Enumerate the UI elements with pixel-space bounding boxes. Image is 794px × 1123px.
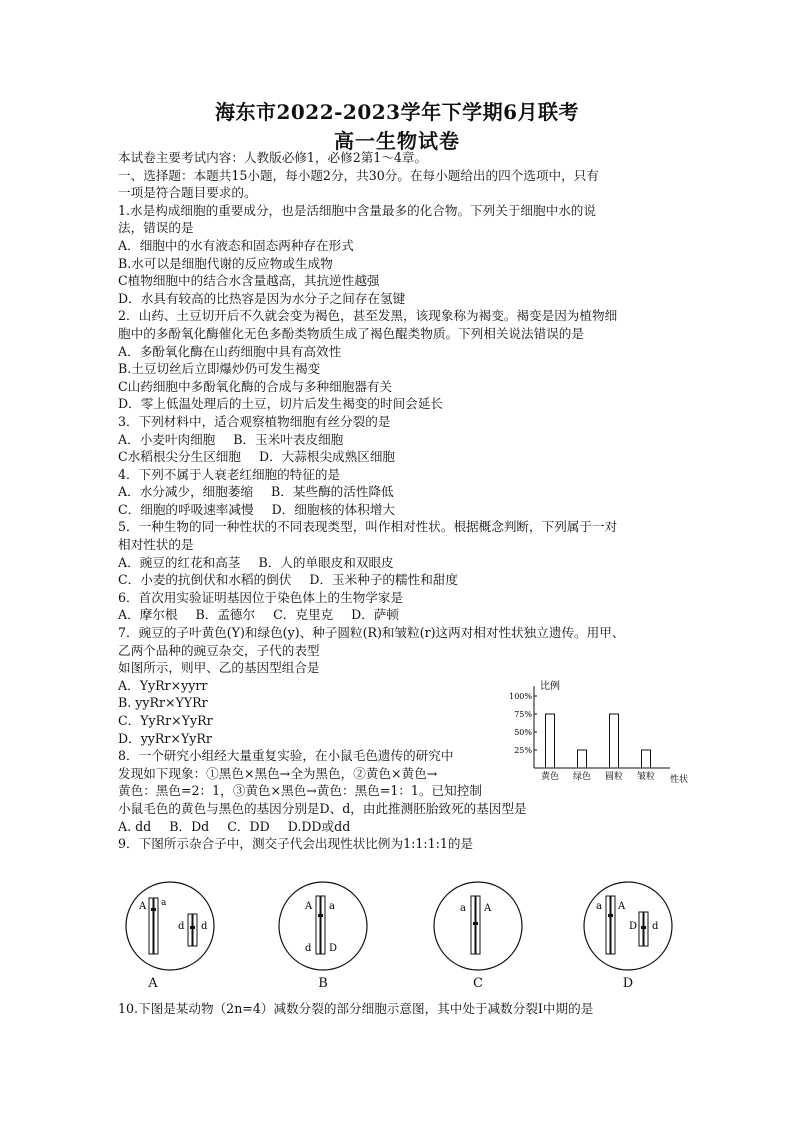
cell-b-gene: a xyxy=(329,901,335,912)
q4-options-row1 xyxy=(118,483,678,501)
section-heading-line2: 一项是符合题目要求的。 xyxy=(118,185,257,201)
q6-options-row xyxy=(118,606,678,624)
q6-option-c: C．克里克 xyxy=(273,607,334,623)
q7-stem-2: 乙两个品种的豌豆杂交，子代的表型 xyxy=(118,642,320,658)
chart-xtick-label: 皱粒 xyxy=(636,772,656,782)
cell-a-centromere xyxy=(151,908,156,911)
q4-option-c: C．细胞的呼吸速率减慢 xyxy=(118,501,254,517)
q3-option-b: B．玉米叶表皮细胞 xyxy=(233,431,344,447)
cell-b-gene: d xyxy=(305,943,312,954)
q8-options-row xyxy=(118,818,678,836)
cell-a-drawing xyxy=(118,878,228,974)
cell-label-c: C xyxy=(473,976,483,991)
q10-stem: 10.下图是某动物（2n=4）减数分裂的部分细胞示意图，其中处于减数分裂Ⅰ中期的是 xyxy=(118,1001,594,1016)
q2-option-d: D．零上低温处理后的土豆，切片后发生褐变的时间会延长 xyxy=(118,396,443,412)
cell-d-chromatid xyxy=(611,896,615,954)
chart-y-ticks xyxy=(509,692,537,755)
cell-d-drawing xyxy=(573,878,683,974)
cell-a-gene: d xyxy=(178,921,185,932)
cell-d-gene: a xyxy=(596,901,602,912)
cell-label-d: D xyxy=(622,976,634,991)
q3-option-c: C水稻根尖分生区细胞 xyxy=(118,449,241,465)
cell-a-chromatid xyxy=(154,898,158,954)
cell-d-gene: D xyxy=(629,921,638,932)
q2-stem-1: 2．山药、土豆切开后不久就会变为褐色，甚至发黑，该现象称为褐变。褐变是因为植物细 xyxy=(118,308,618,324)
chart-ylabel: 比例 xyxy=(540,681,560,692)
q6-option-b: B．孟德尔 xyxy=(195,607,256,623)
cell-a-gene: d xyxy=(201,921,208,932)
q7-chart-svg xyxy=(498,676,688,786)
q7-stem-3: 如图所示，则甲、乙的基因型组合是 xyxy=(118,660,320,676)
q4-option-b: B．某些酶的活性降低 xyxy=(271,484,394,500)
q5-option-a: A．豌豆的红花和高茎 xyxy=(118,554,241,570)
cell-d-gene: A xyxy=(618,901,626,912)
chart-bar xyxy=(578,750,587,768)
q4-option-d: D．细胞核的体积增大 xyxy=(271,501,396,517)
cell-d-centromere xyxy=(641,926,646,929)
cell-label-a: A xyxy=(148,976,158,991)
chart-bars xyxy=(546,714,651,768)
q6-option-a: A．摩尔根 xyxy=(118,607,178,623)
cell-b-gene: D xyxy=(329,943,338,954)
q3-options-row2 xyxy=(118,448,678,466)
q7-option-a: A．YyRr×yyrr xyxy=(118,677,208,693)
q8-stem-1: 8．一个研究小组经大量重复实验，在小鼠毛色遗传的研究中 xyxy=(118,748,454,764)
cell-panel-a xyxy=(118,878,228,998)
q5-stem-1: 5．一种生物的同一种性状的不同表现类型，叫作相对性状。根据概念判断，下列属于一对 xyxy=(118,519,618,535)
cell-panel-b xyxy=(268,878,378,998)
cell-c-centromere xyxy=(473,922,478,925)
q1-option-a: A．细胞中的水有液态和固态两种存在形式 xyxy=(118,237,354,253)
q7-option-b: B. yyRr×YYRr xyxy=(118,695,208,711)
chart-xtick-label: 圆粒 xyxy=(604,772,624,782)
q5-option-d: D．玉米种子的糯性和甜度 xyxy=(309,572,458,588)
chart-x-ticks xyxy=(541,770,655,782)
q8-stem-4: 小鼠毛色的黄色与黑色的基因分别是D、d，由此推测胚胎致死的基因型是 xyxy=(118,800,527,816)
q1-option-c: C植物细胞中的结合水含量越高，其抗逆性越强 xyxy=(118,273,380,289)
q5-option-b: B．人的单眼皮和双眼皮 xyxy=(258,554,394,570)
q5-option-c: C．小麦的抗倒伏和水稻的倒伏 xyxy=(118,572,292,588)
q3-options-row1 xyxy=(118,431,678,449)
cell-panel-d xyxy=(573,878,683,998)
q1-stem-2: 法，错误的是 xyxy=(118,220,194,236)
cell-a-chromatid xyxy=(188,914,192,946)
q2-option-a: A．多酚氧化酶在山药细胞中具有高效性 xyxy=(118,343,342,359)
cell-d-membrane xyxy=(584,882,672,970)
cell-a-gene: a xyxy=(161,898,167,908)
page-subtitle: 高一生物试卷 xyxy=(334,129,460,153)
q3-option-d: D．大蒜根尖成熟区细胞 xyxy=(258,449,396,465)
q7-stem-1: 7．豌豆的子叶黄色(Y)和绿色(y)、种子圆粒(R)和皱粒(r)这两对相对性状独立遗传。用甲、 xyxy=(118,625,625,641)
q8-option-b: B．Dd xyxy=(169,818,210,834)
q3-option-a: A．小麦叶肉细胞 xyxy=(118,431,216,447)
q6-option-d: D．萨顿 xyxy=(351,607,400,623)
q5-options-row1 xyxy=(118,554,678,572)
chart-ytick-label: 75% xyxy=(514,710,532,719)
q7-bar-chart xyxy=(498,676,688,786)
q9-stem: 9．下图所示杂合子中，测交子代会出现性状比例为1:1:1:1的是 xyxy=(118,836,474,852)
cell-a-gene: A xyxy=(139,901,147,912)
chart-xlabel: 性状 xyxy=(670,775,688,785)
cell-b-drawing xyxy=(268,878,378,974)
section-heading-line1: 一、选择题：本题共15小题，每小题2分，共30分。在每小题给出的四个选项中，只有 xyxy=(118,167,599,183)
q6-stem: 6．首次用实验证明基因位于染色体上的生物学家是 xyxy=(118,589,404,605)
cell-panel-c xyxy=(423,878,533,998)
chart-ytick-label: 100% xyxy=(509,692,532,701)
chart-ytick-label: 25% xyxy=(514,746,532,755)
cell-a-chromatid xyxy=(193,914,197,946)
q9-cell-diagrams xyxy=(118,878,678,998)
q1-option-d: D．水具有较高的比热容是因为水分子之间存在氢键 xyxy=(118,290,406,306)
cell-c-drawing xyxy=(423,878,533,974)
q7-option-c: C．YyRr×YyRr xyxy=(118,713,213,728)
q2-option-c: C山药细胞中多酚氧化酶的合成与多种细胞器有关 xyxy=(118,378,393,394)
q3-stem: 3．下列材料中，适合观察植物细胞有丝分裂的是 xyxy=(118,413,391,429)
q2-stem-2: 胞中的多酚氧化酶催化无色多酚类物质生成了褐色醌类物质。下列相关说法错误的是 xyxy=(118,325,584,341)
chart-xtick-label: 黄色 xyxy=(540,772,560,782)
cell-d-centromere xyxy=(608,914,613,917)
q4-option-a: A．水分减少，细胞萎缩 xyxy=(118,484,254,500)
q1-option-b: B.水可以是细胞代谢的反应物或生成物 xyxy=(118,255,333,271)
q5-stem-2: 相对性状的是 xyxy=(118,537,194,553)
cell-a-chromatid xyxy=(149,898,153,954)
chart-bar xyxy=(546,714,555,768)
q5-options-row2 xyxy=(118,571,678,589)
cell-d-gene: d xyxy=(652,921,659,932)
cell-b-chromatid xyxy=(321,896,325,954)
q8-option-a: A. dd xyxy=(118,818,152,834)
cell-b-membrane xyxy=(279,882,367,970)
cell-c-gene: a xyxy=(460,903,466,914)
cell-b-chromatid xyxy=(316,896,320,954)
q2-option-b: B.土豆切丝后立即爆炒仍可发生褐变 xyxy=(118,361,321,377)
cell-b-gene: A xyxy=(305,901,313,912)
cell-label-b: B xyxy=(318,976,328,991)
chart-ytick-label: 50% xyxy=(514,728,532,737)
cell-b-centromere xyxy=(318,914,323,917)
cell-a-centromere xyxy=(190,926,195,929)
cell-d-chromatid xyxy=(606,896,610,954)
q7-option-d: D．yyRr×YyRr xyxy=(118,730,212,746)
cell-c-gene: A xyxy=(484,903,492,914)
q1-stem-1: 1.水是构成细胞的重要成分，也是活细胞中含量最多的化合物。下列关于细胞中水的说 xyxy=(118,202,596,218)
chart-bar xyxy=(642,750,651,768)
chart-bar xyxy=(610,714,619,768)
chart-xtick-label: 绿色 xyxy=(572,772,592,782)
page-title: 海东市2022-2023学年下学期6月联考 xyxy=(214,100,580,124)
q8-option-c: C．DD xyxy=(227,818,270,834)
q8-stem-2: 发现如下现象：①黑色×黑色→全为黑色，②黄色×黄色→ xyxy=(118,765,438,781)
intro-text: 本试卷主要考试内容：人教版必修1，必修2第1～4章。 xyxy=(118,150,428,165)
cell-c-membrane xyxy=(434,882,522,970)
q4-stem: 4．下列不属于人衰老红细胞的特征的是 xyxy=(118,466,341,482)
q8-stem-3: 黄色：黑色=2：1，③黄色×黑色→黄色：黑色=1：1。已知控制 xyxy=(118,783,482,799)
q8-option-d: D.DD或dd xyxy=(287,818,351,834)
q4-options-row2 xyxy=(118,501,678,519)
